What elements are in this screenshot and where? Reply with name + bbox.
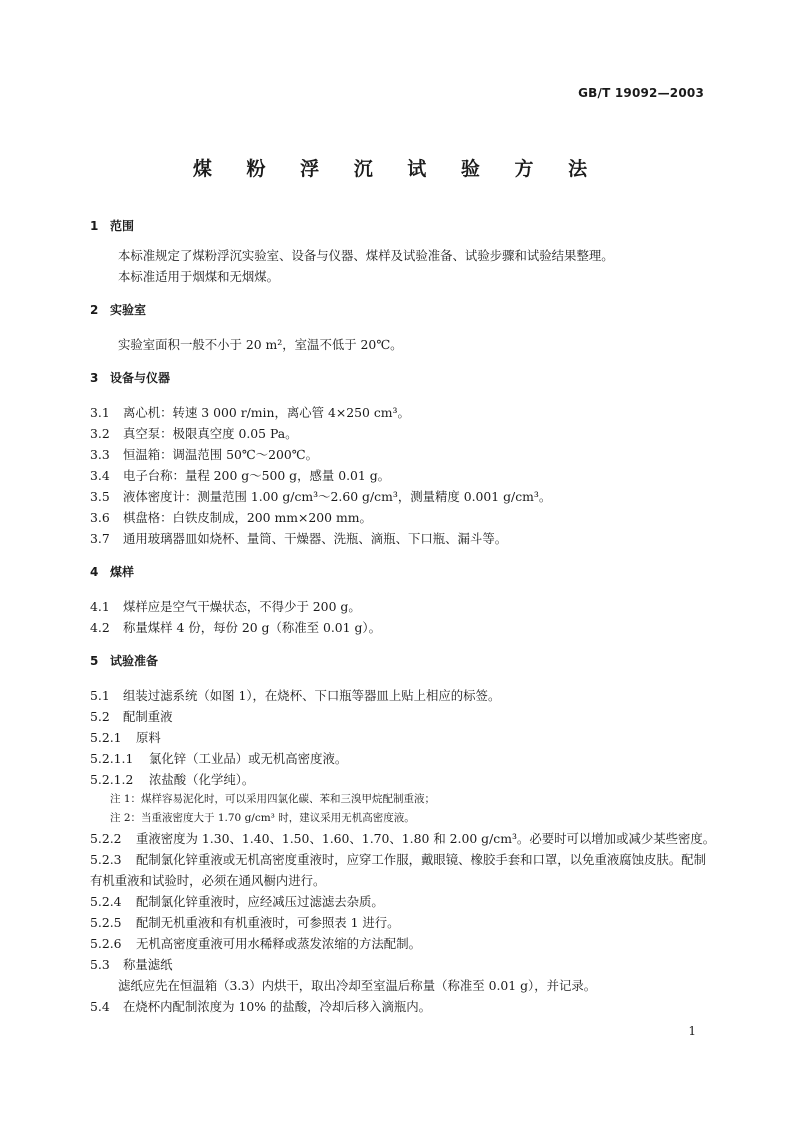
clause-text: 液体密度计：测量范围 1.00 g/cm³～2.60 g/cm³，测量精度 0.001 g/cm³。 [123,489,552,504]
clause-text: 恒温箱：调温范围 50℃～200℃。 [123,447,318,462]
clause-text: 配制氯化锌重液或无机高密度重液时，应穿工作服，戴眼镜、橡胶手套和口罩，以免重液腐蚀皮肤。配制有机重液和试验时，必须在通风橱内进行。 [90,852,706,888]
paragraph: 本标准规定了煤粉浮沉实验室、设备与仪器、煤样及试验准备、试验步骤和试验结果整理。 [118,248,614,263]
clause-number: 3.6 [90,510,110,525]
section-number: 1 [90,219,99,233]
clause [90,954,716,975]
clause-text: 通用玻璃器皿如烧杯、量筒、干燥器、洗瓶、滴瓶、下口瓶、漏斗等。 [123,531,508,546]
section-number: 4 [90,565,99,579]
section-title: 实验室 [110,303,147,317]
clause-text: 组装过滤系统（如图 1），在烧杯、下口瓶等器皿上贴上相应的标签。 [123,688,501,703]
clause-number: 3.4 [90,468,110,483]
clause [90,706,716,727]
section-heading-3 [90,368,716,389]
clause [90,596,716,617]
clause [90,891,716,912]
clause-text: 浓盐酸（化学纯）。 [149,772,255,787]
clause [90,849,716,891]
section-heading-5 [90,651,716,672]
clause [90,423,716,444]
clause-text: 称量煤样 4 份，每份 20 g（称准至 0.01 g）。 [123,620,382,635]
clause-number: 5.2.1.2 [90,772,134,787]
clause [90,444,716,465]
clause-number: 5.2.6 [90,936,122,951]
clause-text: 重液密度为 1.30、1.40、1.50、1.60、1.70、1.80 和 2.00 g/cm³。必要时可以增加或减少某些密度。 [136,831,716,846]
clause-text: 原料 [136,730,161,745]
clause-number: 5.2.1.1 [90,751,134,766]
clause-text: 真空泵：极限真空度 0.05 Pa。 [123,426,298,441]
clause-text: 煤样应是空气干燥状态，不得少于 200 g。 [123,599,361,614]
section-heading-4 [90,562,716,583]
section-title: 煤样 [110,565,135,579]
section-heading-1 [90,216,716,237]
clause [90,486,716,507]
clause [90,912,716,933]
clause-number: 5.2.1 [90,730,122,745]
clause-text: 配制无机重液和有机重液时，可参照表 1 进行。 [136,915,400,930]
clause-number: 5.2.3 [90,852,122,867]
section-number: 5 [90,654,99,668]
section-title: 设备与仪器 [110,371,171,385]
paragraph: 滤纸应先在恒温箱（3.3）内烘干，取出冷却至室温后称量（称准至 0.01 g），并记录。 [118,978,597,993]
clause-text: 棋盘格：白铁皮制成，200 mm×200 mm。 [123,510,372,525]
paragraph: 实验室面积一般不小于 20 m²，室温不低于 20℃。 [118,337,403,352]
clause-text: 电子台称：量程 200 g～500 g，感量 0.01 g。 [123,468,391,483]
clause-number: 5.1 [90,688,110,703]
clause-text: 在烧杯内配制浓度为 10% 的盐酸，冷却后移入滴瓶内。 [123,999,432,1014]
clause-number: 4.1 [90,599,110,614]
section-number: 2 [90,303,99,317]
clause-number: 3.2 [90,426,110,441]
clause-number: 5.2.4 [90,894,122,909]
clause-text: 配制氯化锌重液时，应经减压过滤滤去杂质。 [136,894,384,909]
note: 注 1：煤样容易泥化时，可以采用四氯化碳、苯和三溴甲烷配制重液； [110,793,436,805]
clause-number: 3.7 [90,531,110,546]
clause [90,769,716,790]
page-number: 1 [688,1024,696,1038]
clause-number: 4.2 [90,620,110,635]
clause-number: 3.5 [90,489,110,504]
clause [90,617,716,638]
document-title: 煤 粉 浮 沉 试 验 方 法 [192,158,602,180]
clause-number: 3.1 [90,405,110,420]
section-title: 试验准备 [110,654,159,668]
clause-text: 氯化锌（工业品）或无机高密度液。 [149,751,348,766]
section-title: 范围 [110,219,135,233]
clause-number: 5.2 [90,709,110,724]
clause-text: 配制重液 [123,709,173,724]
clause [90,507,716,528]
clause-number: 5.4 [90,999,110,1014]
clause-text: 无机高密度重液可用水稀释或蒸发浓缩的方法配制。 [136,936,421,951]
section-number: 3 [90,371,99,385]
clause [90,727,716,748]
clause [90,465,716,486]
section-heading-2 [90,300,716,321]
clause-number: 5.2.2 [90,831,122,846]
note: 注 2：当重液密度大于 1.70 g/cm³ 时，建议采用无机高密度液。 [110,812,415,824]
clause [90,748,716,769]
clause-text: 离心机：转速 3 000 r/min，离心管 4×250 cm³。 [123,405,410,420]
clause [90,685,716,706]
clause-text: 称量滤纸 [123,957,173,972]
clause [90,933,716,954]
clause-number: 5.3 [90,957,110,972]
clause [90,402,716,423]
clause [90,996,716,1017]
paragraph: 本标准适用于烟煤和无烟煤。 [118,269,280,284]
document-body [90,216,716,1017]
clause [90,528,716,549]
clause [90,828,716,849]
clause-number: 3.3 [90,447,110,462]
standard-number: GB/T 19092—2003 [578,86,704,100]
clause-number: 5.2.5 [90,915,122,930]
